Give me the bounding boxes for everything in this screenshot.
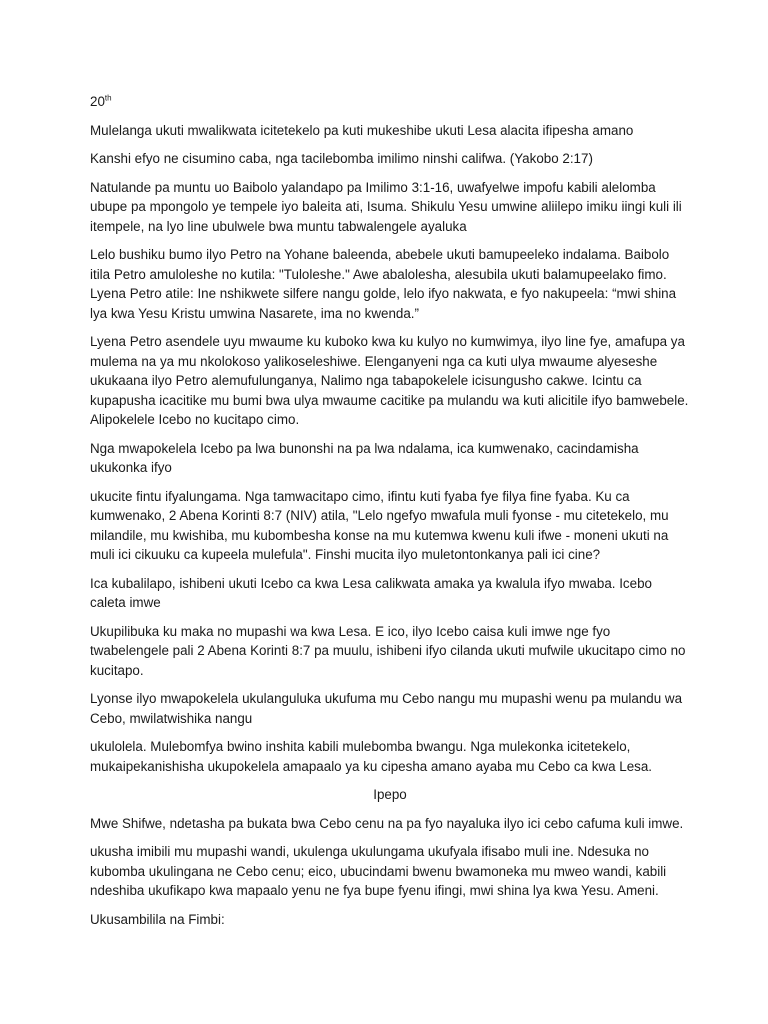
- paragraph: Nga mwapokelela Icebo pa lwa bunonshi na pa lwa ndalama, ica kumwenako, cacindamisha ukukonka ifyo: [90, 440, 639, 475]
- paragraph: ukulolela. Mulebomfya bwino inshita kabili mulebomba bwangu. Nga mulekonka icitetekelo, mukaipekanishisha ukupokelela amapaalo ya ku cipesha amano ayaba mu Cebo ca kwa Lesa.: [90, 739, 653, 774]
- date-suffix: th: [104, 93, 112, 103]
- paragraph: ukusha imibili mu mupashi wandi, ukulenga ukulungama ukufyala ifisabo muli ine. Ndesuka no kubomba ukulingana ne Cebo cenu; eico, ubucindami bwenu bwamoneka mu mweo wandi, kabili ndeshiba ukufikapo kwa mapaalo yenu ne fya bupe fyenu ifingi, mwi shina lya kwa Yesu. Ameni.: [90, 844, 667, 898]
- document-page: [90, 92, 690, 938]
- date-heading: [90, 92, 690, 112]
- paragraph: Mwe Shifwe, ndetasha pa bukata bwa Cebo cenu na pa fyo nayaluka ilyo ici cebo cafuma kuli imwe.: [90, 815, 684, 831]
- paragraph: Kanshi efyo ne cisumino caba, nga tacilebomba imilimo ninshi califwa. (Yakobo 2:17): [90, 151, 593, 166]
- paragraph: Lyena Petro asendele uyu mwaume ku kuboko kwa ku kulyo no kumwimya, ilyo line fye, amafupa ya mulema na ya mu nkolokoso yalikoseleshiwe. Elenganyeni nga ca kuti ulya mwaume alyeseshe ukukaana ilyo Petro alemufulunganya, Nalimo nga tabapokelele icisungusho cakwe. Icintu ca kupapusha icacitike mu bumi bwa ulya mwaume cacitike pa mulandu wa kuti alicitile ifyo bamwebele. Alipokelele Icebo no kucitapo cimo.: [90, 334, 689, 427]
- date-number: 20: [90, 94, 105, 109]
- paragraph: Ukupilibuka ku maka no mupashi wa kwa Lesa. E ico, ilyo Icebo caisa kuli imwe nge fyo twabelengele pali 2 Abena Korinti 8:7 pa muulu, ishibeni ifyo cilanda ukuti mufwile ukucitapo cimo no kucitapo.: [90, 623, 686, 678]
- paragraph: Lelo bushiku bumo ilyo Petro na Yohane baleenda, abebele ukuti bamupeeleko indalama. Baibolo itila Petro amuloleshe no kutila: "Tuloleshe." Awe abalolesha, alesubila ukuti balamupeelako fimo. Lyena Petro atile: Ine nshikwete silfere nangu golde, lelo ifyo nakwata, e fyo nakupeela: “mwi shina lya kwa Yesu Kristu umwina Nasarete, ima no kwenda.”: [90, 247, 677, 321]
- paragraph: Lyonse ilyo mwapokelela ukulanguluka ukufuma mu Cebo nangu mu mupashi wenu pa mulandu wa Cebo, mwilatwishika nangu: [90, 691, 683, 726]
- paragraph: Natulande pa muntu uo Baibolo yalandapo pa Imilimo 3:1-16, uwafyelwe impofu kabili alelomba ubupe pa mpongolo ye tempele iyo baleita ati, Isuma. Shikulu Yesu umwine aliilepo imiku iingi kuli ili itempele, na lyo line ubulwele bwa muntu tabwalengele ayaluka: [90, 179, 682, 234]
- paragraph: Ica kubalilapo, ishibeni ukuti Icebo ca kwa Lesa calikwata amaka ya kwalula ifyo mwaba. Icebo caleta imwe: [90, 575, 652, 610]
- paragraph: ukucite fintu ifyalungama. Nga tamwacitapo cimo, ifintu kuti fyaba fye filya fine fyaba. Ku ca kumwenako, 2 Abena Korinti 8:7 (NIV) atila, "Lelo ngefyo mwafula muli fyonse - mu citetekelo, mu milandile, mu kwishiba, mu kubombesha konse na mu kutemwa kwenu kuli ifwe - moneni ukuti na muli ici cikuuku ca kupeela mulefula". Finshi mucita ilyo muletontonkanya pali ici cine?: [90, 488, 669, 562]
- paragraph: Ukusambilila na Fimbi:: [90, 911, 225, 927]
- paragraph: Mulelanga ukuti mwalikwata icitetekelo pa kuti mukeshibe ukuti Lesa alacita ifipesha amano: [90, 122, 634, 138]
- prayer-heading: Ipepo: [373, 787, 407, 802]
